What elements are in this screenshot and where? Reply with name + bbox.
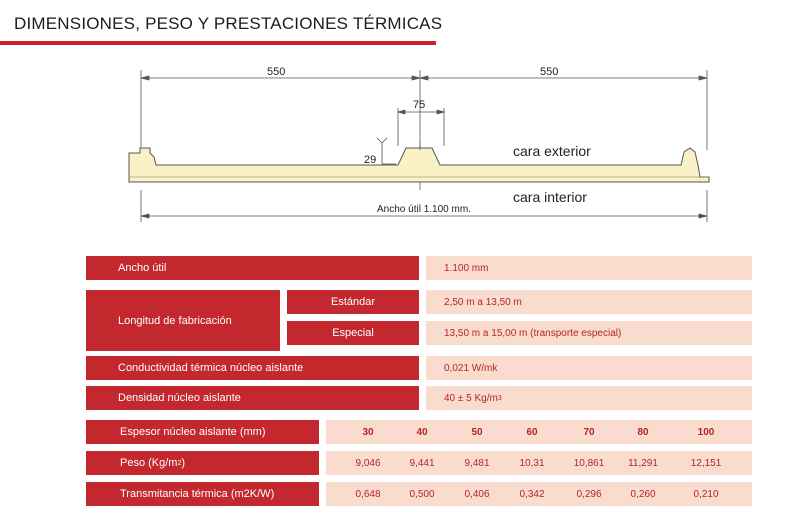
espesor-value-4: 70: [583, 426, 595, 438]
title-underline: [0, 41, 436, 45]
spec-value-conductividad: 0,021 W/mk: [426, 356, 752, 380]
spec-value-estandar: 2,50 m a 13,50 m: [426, 290, 752, 314]
peso-values: [326, 451, 752, 475]
dim-rib-width-label: 75: [413, 99, 426, 111]
peso-value-1: 9,441: [409, 457, 435, 469]
table-label-espesor: Espesor núcleo aislante (mm): [86, 420, 319, 444]
transmitancia-value-6: 0,210: [693, 488, 719, 500]
spec-label-longitud: Longitud de fabricación: [86, 290, 280, 351]
dimension-rib-height: [377, 138, 396, 164]
useful-width-label: Ancho útil 1.100 mm.: [377, 204, 471, 215]
peso-value-5: 11,291: [628, 457, 658, 469]
densidad-value-exponent: 3: [497, 394, 502, 402]
espesor-value-1: 40: [416, 426, 428, 438]
peso-label-text: Peso (Kg/m: [120, 457, 178, 469]
transmitancia-value-0: 0,648: [355, 488, 381, 500]
espesor-values: [326, 420, 752, 444]
page-title: DIMENSIONES, PESO Y PRESTACIONES TÉRMICAS: [14, 14, 443, 33]
densidad-value-text: 40 ± 5 Kg/m: [444, 392, 498, 404]
spec-value-especial: 13,50 m a 15,00 m (transporte especial): [426, 321, 752, 345]
peso-value-2: 9,481: [464, 457, 490, 469]
espesor-value-6: 100: [697, 426, 715, 438]
transmitancia-value-5: 0,260: [630, 488, 656, 500]
table-label-transmitancia: Transmitancia térmica (m2K/W): [86, 482, 319, 506]
transmitancia-value-3: 0,342: [519, 488, 545, 500]
spec-value-densidad: [426, 386, 752, 410]
transmitancia-value-2: 0,406: [464, 488, 490, 500]
table-row-transmitancia: [326, 482, 752, 506]
peso-value-3: 10,31: [519, 457, 545, 469]
spec-value-ancho-util: 1.100 mm: [426, 256, 752, 280]
spec-label-estandar: Estándar: [287, 290, 419, 314]
spec-label-densidad: Densidad núcleo aislante: [86, 386, 419, 410]
transmitancia-value-4: 0,296: [576, 488, 602, 500]
dimension-rib-width: [398, 108, 444, 146]
transmitancia-value-1: 0,500: [409, 488, 435, 500]
peso-label-suffix: ): [181, 457, 186, 469]
panel-profile-diagram: [0, 50, 800, 230]
table-row-espesor: [326, 420, 752, 444]
peso-value-0: 9,046: [355, 457, 381, 469]
dim-right-label: 550: [540, 66, 559, 78]
transmitancia-values: [326, 482, 752, 506]
label-outer-face: cara exterior: [513, 143, 591, 159]
dim-rib-height-label: 29: [364, 154, 377, 166]
spec-label-especial: Especial: [287, 321, 419, 345]
peso-label-exponent: 2: [177, 459, 182, 467]
espesor-value-0: 30: [362, 426, 374, 438]
espesor-value-2: 50: [471, 426, 483, 438]
spec-label-conductividad: Conductividad térmica núcleo aislante: [86, 356, 419, 380]
spec-label-ancho-util: Ancho útil: [86, 256, 419, 280]
espesor-value-3: 60: [526, 426, 538, 438]
label-inner-face: cara interior: [513, 189, 587, 205]
espesor-value-5: 80: [637, 426, 649, 438]
peso-value-6: 12,151: [690, 457, 722, 469]
table-row-peso: [326, 451, 752, 475]
dim-left-label: 550: [267, 66, 286, 78]
peso-value-4: 10,861: [573, 457, 605, 469]
table-label-peso: [86, 451, 319, 475]
